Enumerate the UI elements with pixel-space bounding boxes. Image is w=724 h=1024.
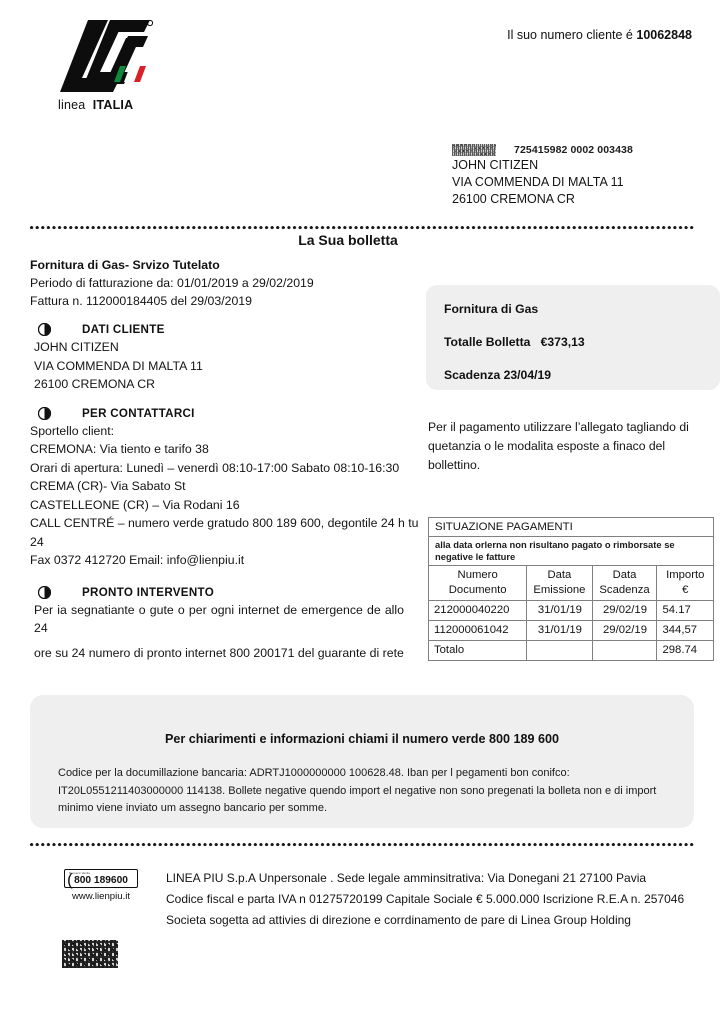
footer-contact-badge: [55, 869, 155, 902]
company-logo: [58, 16, 170, 116]
footer-line-1: LINEA PIU S.p.A Unpersonale . Sede legale amminsitrativa: Via Donegani 21 27100 Pavia: [166, 871, 647, 885]
recipient-address-block: [452, 143, 722, 208]
info-panel: [30, 695, 694, 828]
emergency-line-1: Per ia segnatiante o gute o per ogni internet de emergence de allo 24: [34, 602, 404, 635]
cell-numero-documento: 112000061042: [429, 621, 527, 641]
client-street: VIA COMMENDA DI MALTA 11: [34, 358, 203, 373]
payments-table: [428, 517, 714, 661]
section-pronto-intervento-body: [30, 601, 422, 663]
address-reference-number: 725415982 0002 003438: [514, 144, 633, 156]
summary-total-value: €373,13: [540, 335, 585, 349]
contact-call-centre: CALL CENTRÉ – numero verde gratudo 800 189 600, degontile 24 h tu 24: [30, 516, 419, 549]
address-street: VIA COMMENDA DI MALTA 11: [452, 175, 624, 189]
half-circle-icon: [38, 323, 51, 336]
contact-castelleone: CASTELLEONE (CR) – Via Rodani 16: [30, 497, 240, 512]
bill-summary-box: [426, 285, 720, 390]
summary-due-date: Scadenza 23/04/19: [444, 368, 552, 382]
half-circle-icon: [38, 407, 51, 420]
customer-number: [507, 28, 692, 42]
address-city: 26100 CREMONA CR: [452, 192, 575, 206]
contact-fax-email: Fax 0372 412720 Email: info@lienpiu.it: [30, 553, 245, 567]
column-header-data-scadenza: [592, 566, 657, 601]
left-column: [30, 256, 422, 662]
contact-counter-label: Sportello client:: [30, 423, 115, 438]
summary-supply: Fornitura di Gas: [444, 302, 539, 316]
summary-total-row: [444, 334, 720, 350]
barcode-icon: [452, 144, 496, 156]
address-name: JOHN CITIZEN: [452, 158, 539, 172]
invoice-number: Fattura n. 112000184405 del 29/03/2019: [30, 294, 252, 308]
logo-word-italia: ITALIA: [92, 98, 134, 112]
contact-crema: CREMA (CR)- Via Sabato St: [30, 479, 186, 493]
footer-website: www.lienpiu.it: [71, 891, 131, 902]
payments-table-header-row: [429, 566, 714, 601]
cell-numero-documento: 212000040220: [429, 601, 527, 621]
section-dati-cliente-title: DATI CLIENTE: [82, 323, 165, 336]
divider-top: [30, 226, 694, 230]
column-header-importo: [657, 566, 714, 601]
section-per-contattarci-body: [30, 422, 422, 570]
phone-icon: (: [67, 870, 73, 889]
footer-legal-text: [166, 868, 686, 931]
supply-title: Fornitura di Gas- Srvizo Tutelato: [30, 258, 220, 272]
section-pronto-intervento-header: [30, 586, 422, 599]
payments-table-title-row: [429, 518, 714, 537]
col-data-2: Data: [612, 569, 637, 581]
contact-cremona: CREMONA: Via tiento e tarifo 38: [30, 442, 209, 456]
page-header: [0, 0, 724, 130]
payments-table-title: SITUAZIONE PAGAMENTI: [429, 518, 714, 537]
col-scadenza: Scadenza: [599, 583, 650, 596]
cell-data-emissione: 31/01/19: [527, 621, 592, 641]
section-dati-cliente-body: [30, 338, 422, 394]
customer-number-value: 10062848: [636, 28, 692, 42]
info-panel-headline: Per chiarimenti e informazioni chiami il numero verde 800 189 600: [164, 732, 560, 746]
half-circle-icon: [38, 586, 51, 599]
column-header-data-emissione: [527, 566, 592, 601]
contact-opening-hours: Orari di apertura: Lunedì – venerdì 08:10-17:00 Sabato 08:10-16:30: [30, 460, 400, 475]
badge-caption: Numero Verde: [69, 871, 91, 875]
badge-number: 800 189600: [74, 874, 128, 886]
col-documento: Documento: [448, 583, 507, 596]
footer-line-3: Societa sogetta ad attivies di direzione e corrdinamento de pare di Linea Group Holding: [166, 913, 631, 927]
cell-data-scadenza: 29/02/19: [592, 601, 657, 621]
emergency-line-2: ore su 24 numero di pronto internet 800 200171 del guarante di rete: [34, 645, 404, 660]
section-pronto-intervento-title: PRONTO INTERVENTO: [82, 585, 215, 599]
section-per-contattarci-header: [30, 407, 422, 420]
section-dati-cliente-header: [30, 323, 422, 336]
logo-glyph-icon: [58, 16, 154, 96]
summary-total-label: Totalle Bolletta: [444, 335, 531, 349]
logo-word-linea: linea: [58, 98, 86, 112]
col-euro: €: [682, 583, 689, 596]
client-city: 26100 CREMONA CR: [34, 377, 155, 391]
payment-instructions: Per il pagamento utilizzare l’allegato tagliando di quetanzia o le modalita esposte a finaco del bollettino.: [428, 420, 689, 472]
table-row: [429, 621, 714, 641]
section-per-contattarci-title: PER CONTATTARCI: [82, 406, 195, 420]
green-number-badge: [64, 869, 138, 888]
divider-bottom: [30, 843, 694, 847]
logo-wordmark: [58, 98, 133, 112]
col-numero: Numero: [457, 569, 498, 581]
page-title: La Sua bolletta: [298, 232, 398, 248]
client-name: JOHN CITIZEN: [34, 340, 119, 354]
cell-total-label: Totalo: [429, 641, 527, 661]
cell-importo: 54.17: [657, 601, 714, 621]
cell-total-blank-1: [527, 641, 592, 661]
customer-number-label: Il suo numero cliente é: [507, 28, 637, 42]
table-row: [429, 601, 714, 621]
footer-line-2: Codice fiscal e parta IVA n 01275720199 Capitale Sociale € 5.000.000 Iscrizione R.E.A n. 257046: [166, 892, 685, 906]
cell-data-emissione: 31/01/19: [527, 601, 592, 621]
col-importo: Importo: [666, 569, 705, 581]
billing-period: Periodo di fatturazione da: 01/01/2019 a 29/02/2019: [30, 276, 314, 290]
linea-italia-logo-mark: [58, 16, 154, 96]
payments-table-subtitle: alla data orlerna non risultano pagato o rimborsate se negative le fatture: [429, 537, 714, 566]
cell-importo: 344,57: [657, 621, 714, 641]
cell-data-scadenza: 29/02/19: [592, 621, 657, 641]
info-panel-body: Codice per la documillazione bancaria: ADRTJ1000000000 100628.48. Iban per l pegamenti bon conifco: IT20L0551211403000000 114138. Bollete negative quendo import el negative non sono pregenati la bolleta non e di import minimo viene inviato um assegno bancario per somme.: [58, 767, 657, 814]
cell-total-blank-2: [592, 641, 657, 661]
col-data-1: Data: [547, 569, 572, 581]
cell-total-amount: 298.74: [657, 641, 714, 661]
qr-code-icon: [62, 940, 118, 968]
col-emissione: Emissione: [533, 583, 586, 596]
payments-table-subtitle-row: [429, 537, 714, 566]
column-header-numero-documento: [429, 566, 527, 601]
table-total-row: [429, 641, 714, 661]
